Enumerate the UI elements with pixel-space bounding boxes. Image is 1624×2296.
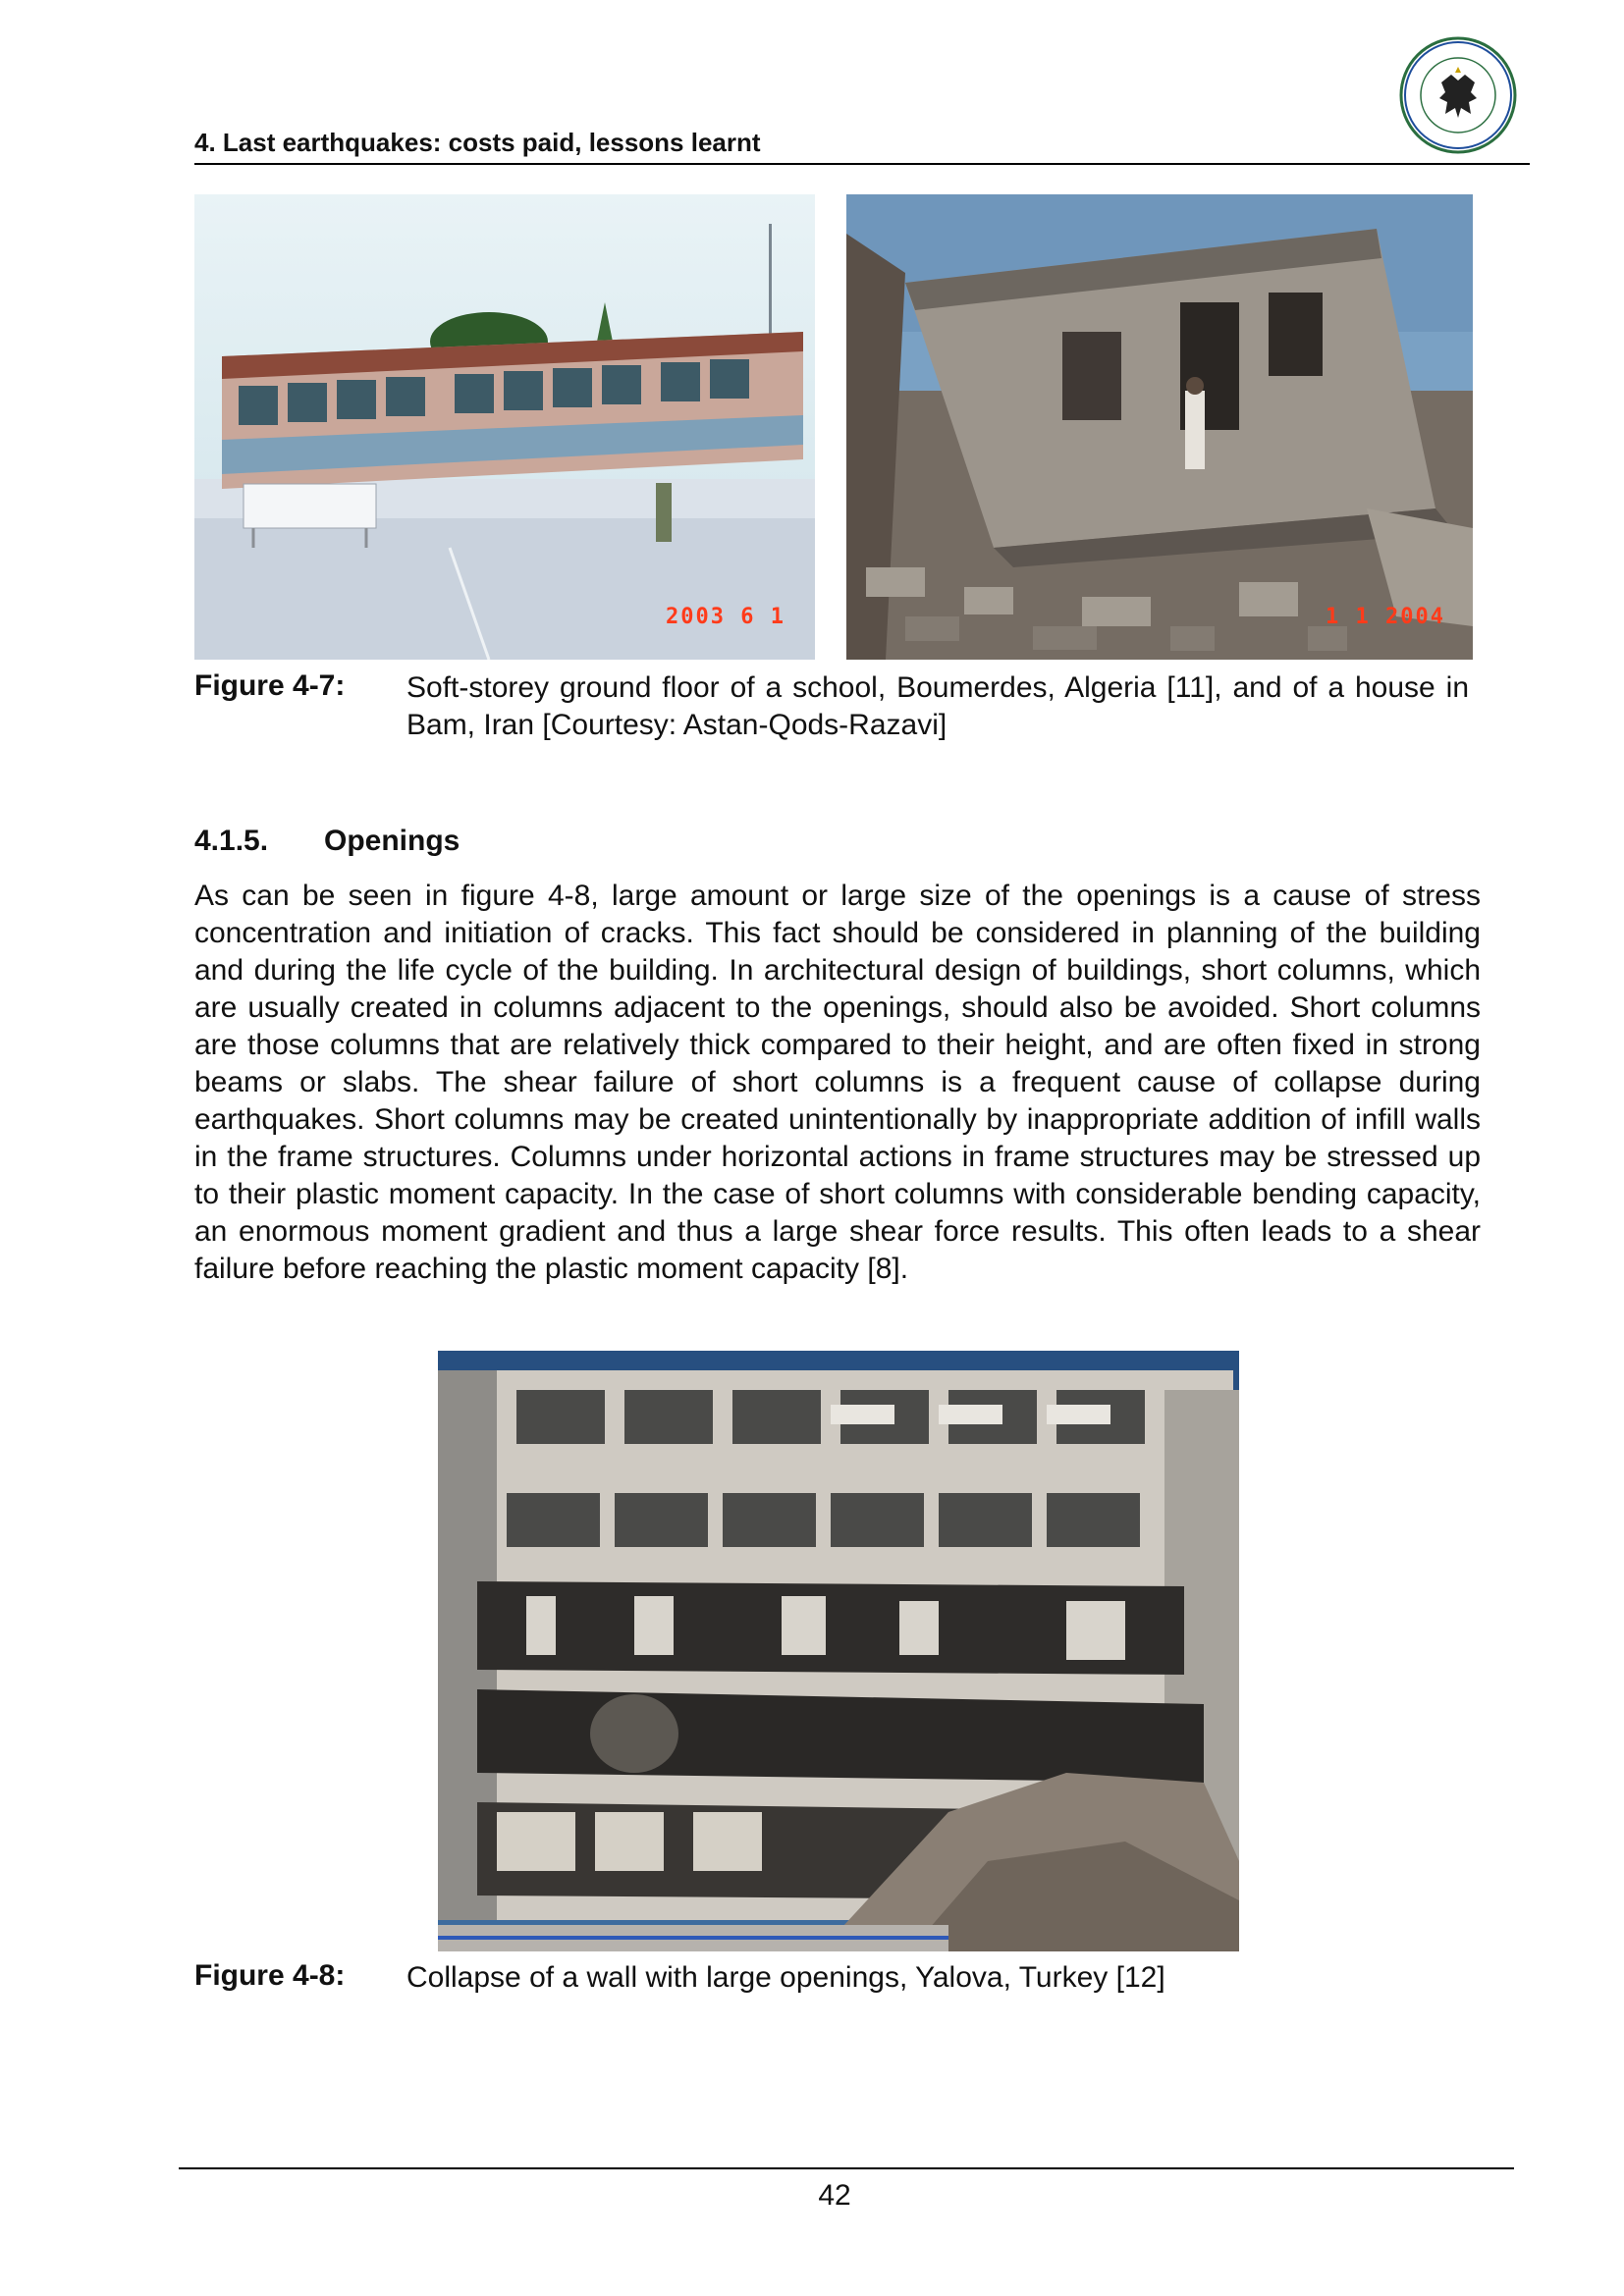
page-number: 42: [818, 2179, 851, 2212]
section-number: 4.1.5.: [194, 825, 269, 857]
figure-4-8-label: Figure 4-8:: [194, 1959, 346, 1992]
header-rule: [194, 163, 1530, 165]
figure-4-7-caption: Soft-storey ground floor of a school, Boumerdes, Algeria [11], and of a house in Bam, Iran [Courtesy: Astan-Qods-Razavi]: [406, 671, 1469, 741]
figure-4-8-caption: Collapse of a wall with large openings, Yalova, Turkey [12]: [406, 1961, 1165, 1994]
figure-4-7-label: Figure 4-7:: [194, 669, 346, 702]
figure-4-7-photo-house: [846, 194, 1473, 660]
photo-date-stamp: 2003 6 1: [666, 605, 785, 629]
photo-date-stamp: 1 1 2004: [1326, 605, 1445, 629]
running-header: 4. Last earthquakes: costs paid, lessons learnt: [194, 128, 761, 157]
university-logo: [1398, 35, 1518, 155]
footer-rule: [179, 2167, 1514, 2169]
figure-4-8-photo-building: [438, 1351, 1239, 1951]
figure-4-7-photo-school: [194, 194, 815, 660]
body-paragraph: As can be seen in figure 4-8, large amount or large size of the openings is a cause of stress concentration and initiation of cracks. This fact should be considered in planning of the building and during the life cycle of the building. In architectural design of buildings, short columns, which are usually created in columns adjacent to the openings, should also be avoided. Short columns are those columns that are relatively thick compared to their height, and are often fixed in strong beams or slabs. The shear failure of short columns is a frequent cause of collapse during earthquakes. Short columns may be created unintentionally by inappropriate addition of infill walls in the frame structures. Columns under horizontal actions in frame structures may be stressed up to their plastic moment capacity. In the case of short columns with considerable bending capacity, an enormous moment gradient and thus a large shear force results. This often leads to a shear failure before reaching the plastic moment capacity [8].: [194, 880, 1481, 1285]
university-seal-eagle-icon: [1398, 35, 1518, 155]
section-title: Openings: [324, 825, 460, 857]
